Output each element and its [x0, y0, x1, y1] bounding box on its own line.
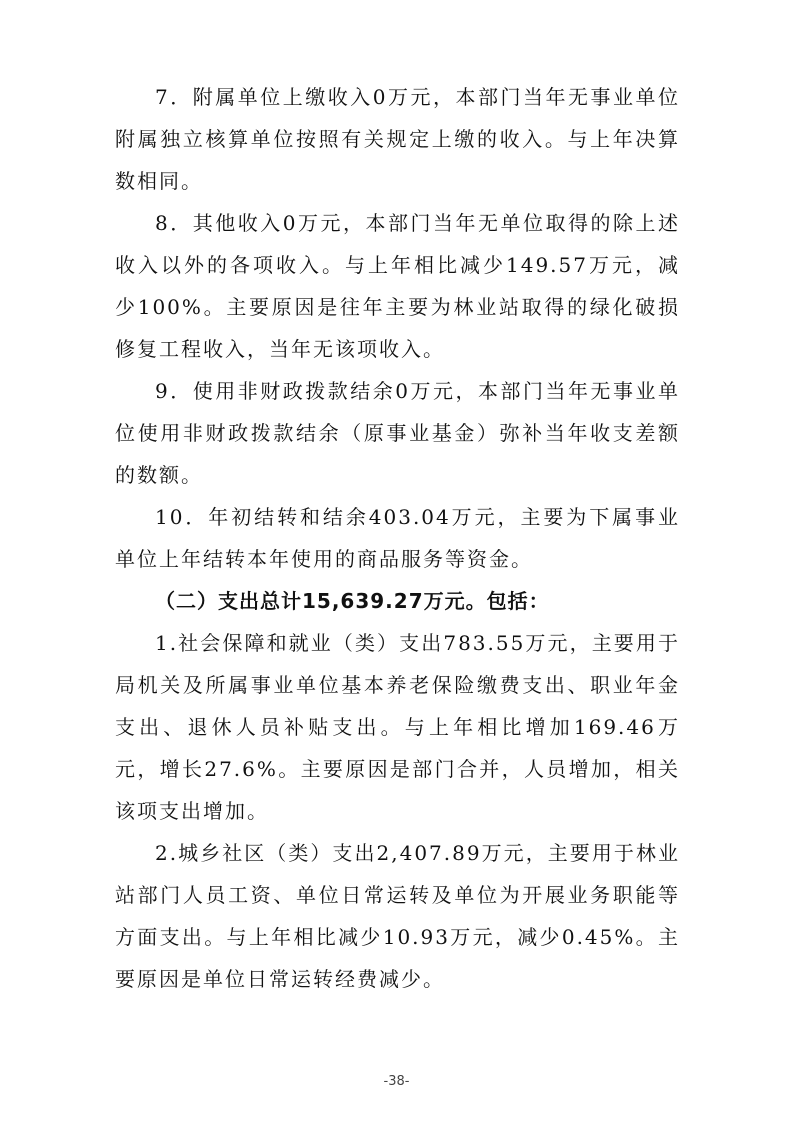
- expenditure-section-heading: （二）支出总计15,639.27万元。包括：: [155, 589, 550, 613]
- income-item-9: 9．使用非财政拨款结余0万元，本部门当年无事业单位使用非财政拨款结余（原事业基金）弥补当年收支差额的数额。: [115, 379, 680, 487]
- income-item-7: 7．附属单位上缴收入0万元，本部门当年无事业单位附属独立核算单位按照有关规定上缴的收入。与上年决算数相同。: [115, 85, 680, 193]
- page-number: -38-: [383, 1074, 410, 1089]
- expenditure-item-1: 1.社会保障和就业（类）支出783.55万元，主要用于局机关及所属事业单位基本养老保险缴费支出、职业年金支出、退休人员补贴支出。与上年相比增加169.46万元，增长27.6%。主要原因是部门合并，人员增加，相关该项支出增加。: [115, 631, 680, 823]
- income-item-8: 8．其他收入0万元，本部门当年无单位取得的除上述收入以外的各项收入。与上年相比减少149.57万元，减少100%。主要原因是往年主要为林业站取得的绿化破损修复工程收入，当年无该项收入。: [115, 211, 680, 361]
- income-item-10: 10．年初结转和结余403.04万元，主要为下属事业单位上年结转本年使用的商品服务等资金。: [115, 505, 680, 571]
- expenditure-item-2: 2.城乡社区（类）支出2,407.89万元，主要用于林业站部门人员工资、单位日常运转及单位为开展业务职能等方面支出。与上年相比减少10.93万元，减少0.45%。主要原因是单位日常运转经费减少。: [115, 841, 680, 991]
